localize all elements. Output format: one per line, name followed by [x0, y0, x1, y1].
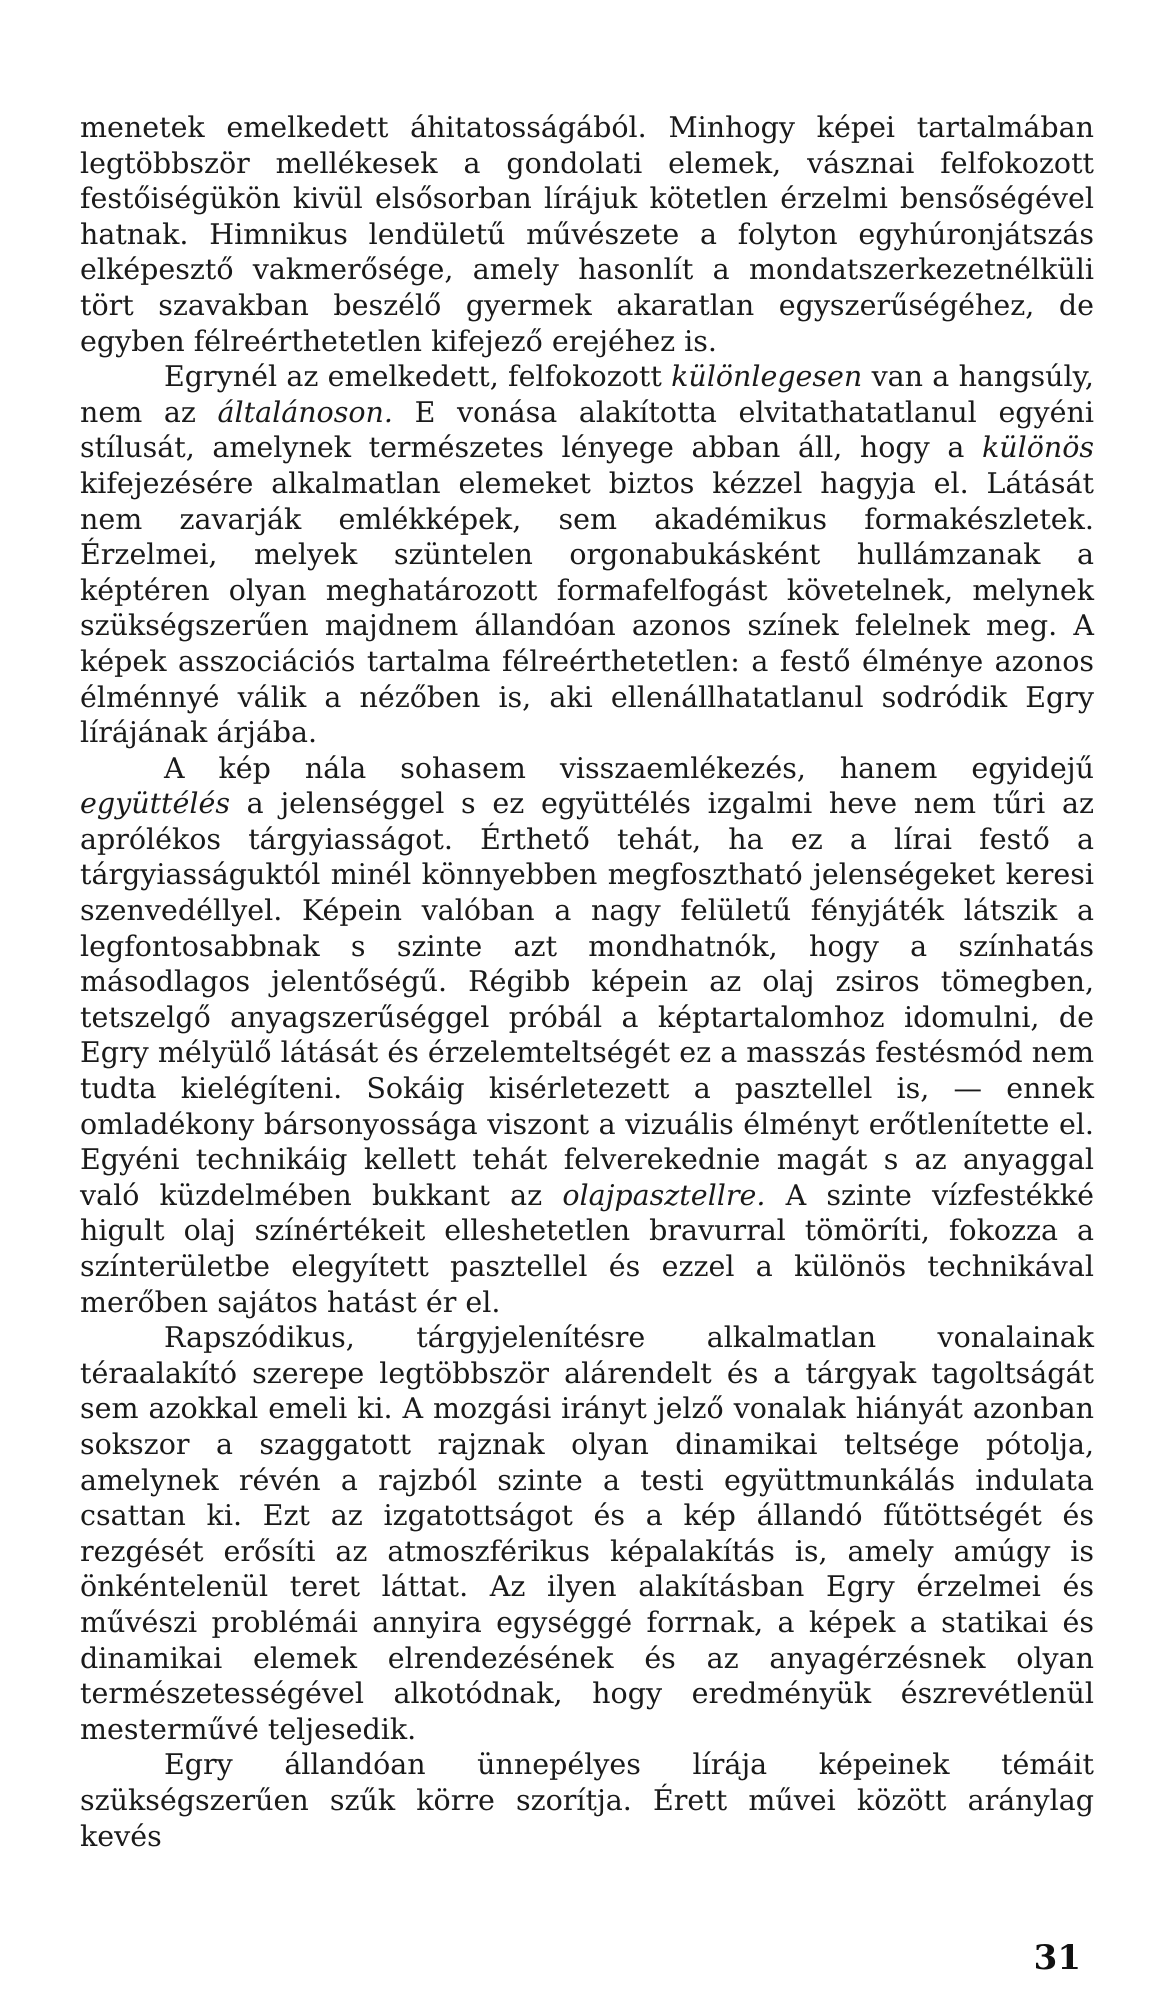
page-number: 31: [1033, 1938, 1081, 1978]
emphasis-text: különös: [981, 431, 1094, 465]
paragraph-5: [80, 1747, 1094, 1854]
body-text: E vonása alakította elvitathatatlanul egyéni stílusát, amelynek természetes lényege abban áll, hogy a: [80, 395, 1094, 465]
body-text: menetek emelkedett áhitatosságából. Minhogy képei tartalmában legtöbbször mellékesek a gondolati elemek, vásznai felfokozott festőiségükön kivül elsősorban lírájuk kötetlen érzelmi bensőségével hatnak. Himnikus lendületű művészete a folyton egyhúronjátszás elképesztő vakmerősége, amely hasonlít a mondatszerkezetnélküli tört szavakban beszélő gyermek akaratlan egyszerűségéhez, de egyben félreérthetetlen kifejező erejéhez is.: [80, 111, 1094, 358]
body-text: Egrynél az emelkedett, felfokozott: [164, 360, 672, 394]
body-text: Rapszódikus, tárgyjelenítésre alkalmatlan vonalainak téraalakító szerepe legtöbbször alárendelt és a tárgyak tagoltságát sem azokkal emeli ki. A mozgási irányt jelző vonalak hiányát azonban sokszor a szaggatott rajznak olyan dinamikai teltsége pótolja, amelynek révén a rajzból szinte a testi együttmunkálás indulata csattan ki. Ezt az izgatottságot és a kép állandó fűtöttségét és rezgését erősíti az atmoszférikus képalakítás is, amely amúgy is önkéntelenül teret láttat. Az ilyen alakításban Egry érzelmei és művészi problémái annyira egységgé forrnak, a képek a statikai és dinamikai elemek elrendezésének és az anyagérzésnek olyan természetességével alkotódnak, hogy eredményük észrevétlenül mesterművé teljesedik.: [80, 1321, 1094, 1746]
paragraph-1: [80, 110, 1094, 359]
emphasis-text: különlegesen: [671, 360, 863, 394]
body-text: A szinte vízfestékké higult olaj színértékeit elleshetetlen bravurral tömöríti, fokozza a színterületbe elegyített pasztellel és ezzel a különös technikával merőben sajátos hatást ér el.: [80, 1178, 1095, 1319]
paragraph-2: [80, 359, 1094, 751]
book-page: [80, 110, 1094, 1970]
emphasis-text: együttélés: [80, 787, 230, 821]
paragraph-3: [80, 751, 1094, 1321]
body-text: a jelenséggel s ez együttélés izgalmi heve nem tűri az aprólékos tárgyiasságot. Érthető tehát, ha ez a lírai festő a tárgyiasságuktól minél könnyebben megfosztható jelenségeket keresi szenvedéllyel. Képein valóban a nagy felületű fényjáték látszik a legfontosabbnak s szinte azt mondhatnók, hogy a színhatás másodlagos jelentőségű. Régibb képein az olaj zsiros tömegben, tetszelgő anyagszerűséggel próbál a képtartalomhoz idomulni, de Egry mélyülő látását és érzelemteltségét ez a masszás festésmód nem tudta kielégíteni. Sokáig kisérletezett a pasztellel is, — ennek omladékony bársonyossága viszont a vizuális élményt erőtlenítette el. Egyéni technikáig kellett tehát felverekednie magát s az anyaggal való küzdelmében bukkant az: [80, 787, 1094, 1212]
paragraph-4: [80, 1320, 1094, 1747]
emphasis-text: olajpasztellre.: [562, 1178, 766, 1212]
body-text: Egry állandóan ünnepélyes lírája képeinek témáit szükségszerűen szűk körre szorítja. Érett művei között aránylag kevés: [80, 1748, 1094, 1853]
emphasis-text: általánoson.: [217, 395, 393, 429]
body-text: van a hangsúly, nem az: [80, 360, 1094, 429]
body-text: A kép nála sohasem visszaemlékezés, hanem egyidejű: [164, 751, 1094, 785]
body-text: kifejezésére alkalmatlan elemeket biztos kézzel hagyja el. Látását nem zavarják emlékképek, sem akadémikus formakészletek. Érzelmei, melyek szüntelen orgonabukásként hullámzanak a képtéren olyan meghatározott formafelfogást követelnek, melynek szükségszerűen majdnem állandóan azonos színek felelnek meg. A képek asszociációs tartalma félreérthetetlen: a festő élménye azonos élménnyé válik a nézőben is, aki ellenállhatatlanul sodródik Egry lírájának árjába.: [80, 466, 1094, 750]
